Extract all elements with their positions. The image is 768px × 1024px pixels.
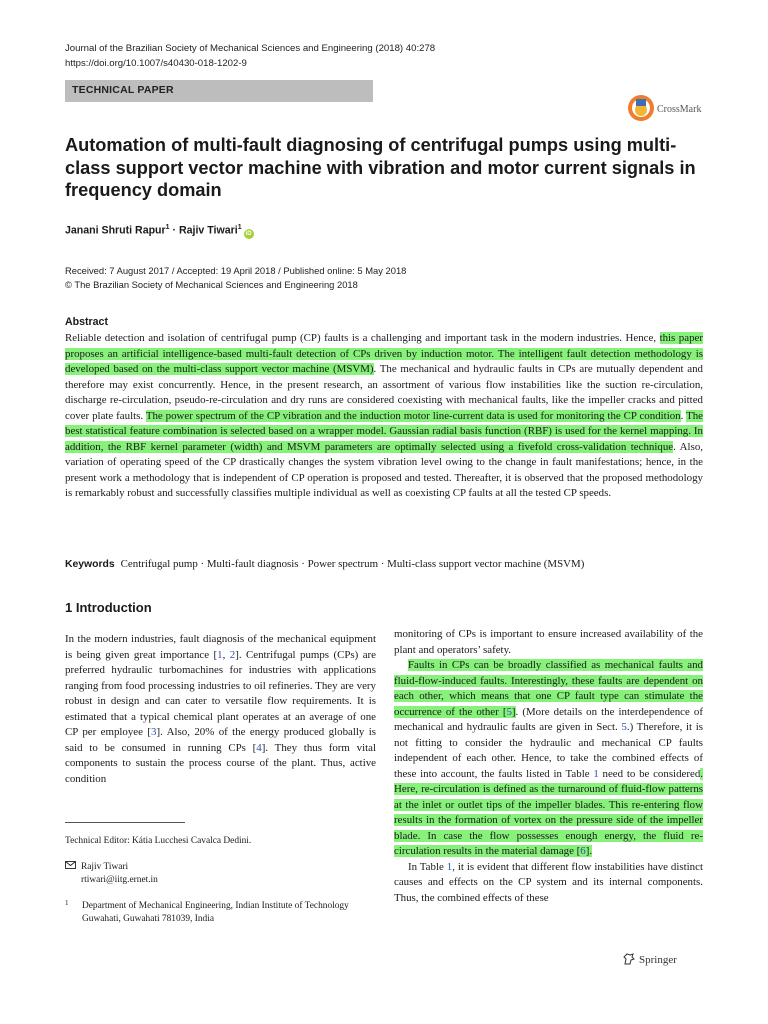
svg-text:CrossMark: CrossMark	[657, 104, 702, 115]
crossmark-badge[interactable]	[627, 92, 707, 124]
affiliation-number: 1	[65, 899, 69, 907]
abstract-heading: Abstract	[65, 316, 108, 328]
paragraph: Faults in CPs can be broadly classified as mechanical faults and fluid-flow-induced faults. Interestingly, these faults are dependent on each other, which means that one CP fault type can stimulate the occurrence of the other [5]. (More details on the interdependence of mechanical and hydraulic faults are given in Sect. 5.) Therefore, it is not fitting to consider the hydraulic and mechanical CP faults independent of each other. Hence, to take the combined effects of these into account, the faults listed in Table 1 need to be considered. Here, re-circulation is defined as the turnaround of fluid-flow patterns at the inlet or outlet tips of the impeller blades. This re-entering flow results in the formation of vortex on the pressure side of the impeller blade. In case the flow possesses enough energy, the fluid re-circulation results in the material damage [6].	[394, 659, 704, 857]
paragraph: monitoring of CPs is important to ensure increased availability of the plant and operators’ safety.	[394, 628, 703, 656]
publisher-name: Springer	[639, 954, 677, 966]
springer-horse-icon	[622, 952, 636, 966]
affiliation-text: Department of Mechanical Engineering, Indian Institute of Technology Guwahati, Guwahati 781039, India	[82, 901, 349, 924]
contact-name: Rajiv Tiwari	[81, 862, 129, 872]
table-link[interactable]: 1	[446, 860, 453, 873]
citation-link[interactable]: 5	[506, 705, 512, 718]
highlight: The best statistical feature combination is selected based on a wrapper model. Gaussian radial basis function (RBF) is used for the kernel mapping. In addition, the RBF kernel parameter (width) and MSVM parameters are optimally selected using a fivefold cross-validation technique	[65, 409, 703, 453]
publication-dates	[65, 264, 406, 291]
citation-link[interactable]: 1	[217, 648, 223, 661]
section-link[interactable]: 5	[621, 721, 627, 733]
author-name[interactable]: Janani Shruti Rapur	[65, 224, 166, 237]
paper-title: Automation of multi-fault diagnosing of centrifugal pumps using multi-class support vector machine with vibration and motor current signals in frequency domain	[65, 135, 696, 200]
orcid-icon[interactable]: iD	[245, 230, 252, 237]
section-label: TECHNICAL PAPER	[72, 84, 174, 96]
contact-email[interactable]: rtiwari@iitg.ernet.in	[81, 875, 158, 885]
keywords-text: Centrifugal pump · Multi-fault diagnosis · Power spectrum · Multi-class support vector machine (MSVM)	[120, 558, 585, 570]
abstract-body: Reliable detection and isolation of centrifugal pump (CP) faults is a challenging and important task in the modern industries. Hence, this paper proposes an artificial intelligence-based multi-fault detection of CPs driven by induction motor. The intelligent fault detection methodology is developed based on the multi-class support vector machine (MSVM). The mechanical and hydraulic faults in CPs are mutually dependent and therefore may exist concurrently. Hence, in the present research, an assortment of various flow instabilities like the suction re-circulation, discharge re-circulation, pseudo-re-circulation and dry runs are considered coexisting with mechanical faults, like the impeller cracks and pitted cover plate faults. The power spectrum of the CP vibration and the induction motor line-current data is used for monitoring the CP condition. The best statistical feature combination is selected based on a wrapper model. Gaussian radial basis function (RBF) is used for the kernel mapping. In addition, the RBF kernel parameter (width) and MSVM parameters are optimally selected using a fivefold cross-validation technique. Also, variation of operating speed of the CP drastically changes the system vibration level owing to the change in fault manifestations; hence, in the present work a methodology that is independent of CP operation is proposed and tested. Thereafter, it is observed that the proposed methodology is remarkably robust and successfully classifies multiple individual as well as coexisting CP faults at all the tested CP speeds.	[65, 332, 703, 499]
paragraph: In the modern industries, fault diagnosis of the mechanical equipment is being given great importance [1, 2]. Centrifugal pumps (CPs) are preferred hydraulic turbomachines for industries with applications ranging from food processing industries to oil refineries. They are very robust in design and can cater to versatile flow requirements. It is estimated that a typical chemical plant operates at an average of one CP per employee [3]. Also, 20% of the energy produced globally is said to be consumed in running CPs [4]. They thus form vital components to sustain the process course of the plant. Thus, active condition	[65, 633, 377, 785]
citation-link[interactable]: 3	[151, 726, 157, 738]
footnote-divider	[65, 822, 185, 823]
author-list: Janani Shruti Rapur$^1$ · Rajiv Tiwari$^1$iD	[65, 224, 252, 237]
right-column	[394, 627, 703, 906]
envelope-icon	[65, 861, 81, 874]
highlight: this paper proposes an artificial intelligence-based multi-fault detection of CPs driven by induction motor. The intelligent fault detection methodology is developed based on the multi-class support vector machine (MSVM)	[65, 332, 703, 375]
highlight: The power spectrum of the CP vibration and the induction motor line-current data is used for monitoring the CP condition	[145, 409, 681, 422]
crossmark-icon	[627, 92, 707, 124]
author-name[interactable]: Rajiv Tiwari	[179, 224, 238, 237]
footnote-editor: Technical Editor: Kátia Lucchesi Cavalca Dedini.	[65, 836, 252, 846]
section-heading: 1 Introduction	[65, 600, 152, 615]
journal-header	[65, 41, 435, 71]
copyright-line: © The Brazilian Society of Mechanical Sciences and Engineering 2018	[65, 278, 358, 290]
table-link[interactable]: 1	[593, 767, 599, 780]
publisher-logo	[622, 952, 677, 966]
highlight: . Here, re-circulation is defined as the turnaround of fluid-flow patterns at the inlet or outlet tips of the impeller blades. This re-entering flow results in the formation of vortex on the pressure side of the impeller blade. In case the flow possesses enough energy, the fluid re-circulation results in the material damage [6].	[394, 767, 704, 857]
doi-link[interactable]: https://doi.org/10.1007/s40430-018-1202-9	[65, 58, 247, 69]
keywords-label: Keywords	[65, 559, 115, 570]
left-column	[65, 632, 376, 787]
footnote-affiliation	[65, 900, 365, 926]
paragraph: In Table 1, it is evident that different flow instabilities have distinct causes and effects on the CP system and its internal components. Thus, the combined effects of these	[394, 860, 703, 904]
citation-link[interactable]: 6	[580, 845, 586, 857]
citation-link[interactable]: 2	[229, 648, 236, 661]
date-line: Received: 7 August 2017 / Accepted: 19 April 2018 / Published online: 5 May 2018	[65, 265, 407, 276]
footnote-contact	[65, 861, 158, 887]
highlight: Faults in CPs can be broadly classified as mechanical faults and fluid-flow-induced faults. Interestingly, these faults are dependent on each other, which means that one CP fault type can stimulate the occurrence of the other [5]	[394, 659, 703, 718]
author-separator: ·	[172, 224, 177, 237]
keywords	[65, 557, 703, 572]
journal-line: Journal of the Brazilian Society of Mechanical Sciences and Engineering (2018) 40:278	[65, 43, 436, 54]
citation-link[interactable]: 4	[256, 741, 262, 754]
